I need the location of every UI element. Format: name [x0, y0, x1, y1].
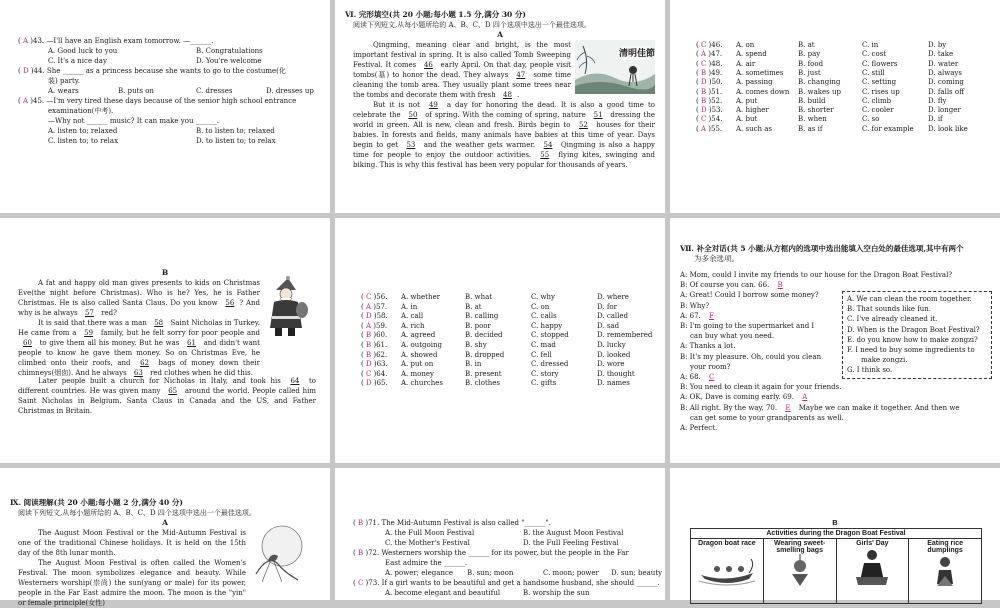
qingming-illustration — [575, 40, 655, 94]
option-64-c: C. story — [531, 369, 559, 378]
option-number: ( B )52. — [696, 96, 723, 105]
option-59-c: C. happy — [531, 321, 563, 330]
answer-64: C — [365, 369, 372, 378]
cloze-b-paragraph-2: It is said that there was a man 58 Saint Nicholas in Turkey. He came from a 59 family, but he felt sorry for poor people and 60 to give them all his money. But he was 61 and didn't want people to know he gave them money. So on Christmas Eve, he climbed onto their roofs, and 62 bags of money down their chimneys(烟囱). And he always 63 red clothes when he did this. — [18, 319, 261, 377]
answer-52: B — [700, 96, 707, 105]
dialogue-line: B: You need to clean it again for your friends. — [680, 383, 842, 392]
option-47-a: A. spend — [736, 50, 767, 59]
reading-a-paragraph-1: The August Moon Festival or the Mid-Autumn Festival is one of the traditional Chinese holidays. It is held on the 15th day of the 8th lunar month. — [18, 529, 246, 557]
dialogue-line: A: 67. F — [680, 311, 720, 321]
question-44-cont: 装) party. — [48, 77, 81, 85]
dialogue-line: A: 68. C — [680, 372, 720, 382]
option-61-c: C. mad — [531, 341, 556, 349]
card-cloze-b — [0, 218, 330, 463]
dialogue-line: A: Thanks a lot. — [680, 342, 736, 351]
option-52-c: C. climb — [862, 96, 892, 105]
option-60-a: A. agreed — [401, 331, 436, 340]
table-cell-girls-day: Girls' Day — [836, 539, 909, 604]
dialogue-line: A: Great! Could I borrow some money? — [680, 291, 819, 300]
option-number: ( D )58. — [361, 312, 388, 321]
option-57-c: C. on — [531, 302, 550, 311]
option-48-a: A. air — [736, 59, 756, 68]
option-54-a: A. but — [736, 115, 758, 124]
table-title: Activities during the Dragon Boat Festival — [691, 529, 982, 539]
answer-60: B — [365, 331, 372, 340]
option-65-d: D. names — [597, 379, 630, 388]
option-65-b: B. clothes — [465, 379, 501, 388]
option-number: ( B )61. — [361, 341, 388, 349]
option-65-c: C. gifts — [531, 379, 557, 388]
section-header-cloze: Ⅵ. 完形填空(共 20 小题;每小题 1.5 分,满分 30 分) — [345, 10, 526, 19]
box-option: C. I've already cleaned it. — [847, 315, 938, 324]
option-63-c: C. dressed — [531, 360, 569, 369]
option-47-c: C. cost — [862, 50, 887, 59]
option-46-b: B. at — [798, 41, 815, 49]
option-number: ( B )62. — [361, 350, 388, 359]
dialogue-line: B: All right. By the way, 70. E Maybe we can make it together. And then we — [680, 403, 960, 412]
section-header-dialogue-2: 为多余选项。 — [694, 254, 739, 263]
card-reading-a-questions: ( B )71. The Mid-Autumn Festival is also called "______". A. the Full Moon Festival B. the August Moon Festival C. the Mother's Festival D. the Full Feeling Festival ( B )72. Westerners worship the ______ for its power, but the people in the Far East admire the ______. A. power; elegance B. sun; moon C. moon; power D. sun; beauty ( C )73. If a girl wants to be beautiful and get a handsome husband, she should ______. A. become elegant and beautiful B. worship the sun — [335, 468, 665, 600]
dialogue-line: can buy what you need. — [690, 332, 775, 341]
option-58-d: D. called — [597, 312, 629, 321]
moon-illustration — [248, 524, 310, 584]
answer-50: D — [700, 78, 707, 87]
dialogue-line: A: Mom, could I invite my friends to our house for the Dragon Boat Festival? — [680, 271, 953, 279]
question-72-cont: East admire the ______. — [385, 559, 468, 567]
option-56-c: C. why — [531, 293, 556, 301]
option-54-b: B. when — [798, 115, 827, 124]
card-reading-b — [670, 468, 1000, 600]
option-58-b: B. calling — [465, 312, 499, 321]
option-59-a: A. rich — [401, 321, 425, 330]
option-53-a: A. higher — [736, 106, 769, 115]
reading-a-paragraph-2: The August Moon Festival is often called the Women's Festival. The moon symbolizes elegance and beauty. While Westerners worship(崇尚) the sun(yang or male) for its power, people in the Far East admire the moon. The moon is the "yin" or female principle(女性) — [18, 559, 246, 607]
option-number: ( A )55. — [696, 124, 723, 133]
option-number: ( A )57. — [361, 302, 388, 311]
option-52-b: B. build — [798, 96, 826, 105]
option-62-c: C. fell — [531, 350, 552, 359]
option-number: ( C )54. — [696, 115, 723, 124]
cloze-a-paragraph-1: Qingming, meaning clear and bright, is the most important festival in spring. It is also called Tomb Sweeping Festival. It comes 46 early April. On that day, people visit tombs(墓) to honor the dead. They always 47 some time cleaning the tomb area. They usually plant some trees near the tombs and decorate them with fresh 48 . — [353, 41, 571, 99]
option-51-c: C. rises up — [862, 87, 900, 96]
rice-dumpling-icon — [923, 554, 967, 594]
option-number: ( B )49. — [696, 68, 723, 77]
option-52-a: A. put — [736, 96, 758, 105]
santa-illustration — [262, 276, 308, 340]
option-number: ( D )65. — [361, 379, 388, 388]
option-60-b: B. decided — [465, 331, 503, 340]
cloze-instruction: 阅读下列短文,从每小题所给的 A、B、C、D 四个选项中选出一个最佳选项。 — [353, 21, 591, 29]
option-64-a: A. money — [401, 369, 434, 378]
question-71: ( B )71. The Mid-Autumn Festival is also called "______". — [353, 519, 551, 527]
card-dialogue-completion — [670, 218, 1000, 463]
option-number: ( D )63. — [361, 360, 388, 369]
option-53-c: C. cooler — [862, 106, 894, 115]
answer-63: D — [365, 360, 372, 369]
option-63-d: D. wore — [597, 360, 625, 369]
dialogue-line: B: It's my pleasure. Oh, could you clean — [680, 352, 822, 361]
answer-45: A — [22, 97, 29, 105]
option-number: ( B )51. — [696, 87, 723, 96]
option-number: ( A )47. — [696, 50, 723, 59]
question-72: ( B )72. Westerners worship the ______ for its power, but the people in the Far — [353, 549, 629, 557]
option-64-b: B. present — [465, 369, 502, 378]
table-cell-dragon-boat: Dragon boat race — [691, 539, 764, 604]
dialogue-answer: B — [777, 281, 783, 290]
answer-61: B — [365, 341, 372, 349]
option-number: ( A )59. — [361, 321, 388, 330]
option-49-d: D. always — [928, 68, 962, 77]
option-48-d: D. water — [928, 59, 959, 68]
card-cloze-b-options — [335, 218, 665, 463]
sweet-bag-icon — [780, 554, 820, 588]
options-box — [842, 291, 992, 379]
option-number: ( B )60. — [361, 331, 388, 340]
answer-49: B — [700, 68, 707, 77]
option-61-b: B. shy — [465, 341, 487, 349]
option-number: ( C )56. — [361, 293, 388, 301]
box-option: A. We can clean the room together. — [847, 295, 972, 303]
option-56-b: B. what — [465, 293, 493, 301]
dialogue-line: B: I'm going to the supermarket and I — [680, 322, 815, 330]
answer-46: C — [700, 41, 707, 49]
answer-58: D — [365, 312, 372, 321]
dialogue-line: A: OK, Dave is coming early. 69. A — [680, 392, 813, 402]
dialogue-line: B: Why? — [680, 301, 710, 310]
answer-56: C — [365, 293, 372, 301]
qingming-picture-caption: 清明佳節 — [619, 49, 656, 59]
option-61-d: D. lucky — [597, 341, 626, 349]
section-label-b: B — [161, 268, 169, 277]
question-44: ( D )44. She ______ as a princess because she wants to go to the costume(化 — [18, 67, 286, 75]
question-45-cont: examination(中考). — [48, 107, 114, 115]
answer-72: B — [357, 549, 364, 557]
question-73: ( C )73. If a girl wants to be beautiful and get a handsome husband, she should ______. — [353, 579, 660, 587]
question-43: ( A )43. —I'll have an English exam tomorrow. —______. — [18, 37, 214, 45]
option-62-a: A. showed — [401, 350, 438, 359]
option-number: ( C )64. — [361, 369, 388, 378]
option-53-d: D. longer — [928, 106, 961, 115]
option-54-d: D. if — [928, 115, 943, 124]
section-header-dialogue: Ⅶ. 补全对话(共 5 小题;从方框内的选项中选出能填入空白处的最佳选项,其中有两个 — [680, 244, 964, 253]
section-label-a: A — [497, 30, 503, 39]
option-50-d: D. coming — [928, 78, 964, 87]
option-number: ( D )50. — [696, 78, 723, 87]
answer-54: C — [700, 115, 707, 124]
option-60-d: D. remembered — [597, 331, 653, 340]
option-55-b: B. as if — [798, 124, 823, 133]
cloze-b-paragraph-3: Later people built a church for Nicholas in Italy, and took his 64 to different countries. He was given many 65 around the world. People called him Saint Nicholas in Belgium, Santa Claus in Canada and the US, and Father Christmas in Britain. — [18, 377, 316, 415]
option-number: ( C )48. — [696, 59, 723, 68]
option-61-a: A. outgoing — [401, 341, 442, 349]
box-option: D. When is the Dragon Boat Festival? — [847, 325, 980, 334]
option-63-a: A. put on — [401, 360, 434, 369]
card-reading-a — [0, 468, 330, 607]
answer-44: D — [22, 67, 29, 75]
card-cloze-a — [335, 0, 665, 213]
option-51-d: D. falls off — [928, 87, 965, 96]
card-cloze-a-options — [670, 0, 1000, 213]
option-53-b: B. shorter — [798, 106, 834, 115]
dialogue-answer: C — [709, 373, 715, 381]
option-60-c: C. stopped — [531, 331, 569, 340]
dialogue-answer: A — [802, 393, 808, 402]
option-51-b: B. wakes up — [798, 87, 841, 96]
table-cell-sweet-bags: Wearing sweet-smelling bags — [763, 539, 836, 604]
option-49-c: C. still — [862, 68, 885, 77]
cloze-a-paragraph-2: But it is not 49 a day for honoring the dead. It is also a good time to celebrate the 50 of spring. With the coming of spring, nature 51 dressing the world in green. All is new, clean and fresh. Birds begin to 52 houses for their babies. In forests and fields, many animals have babies at this time of year. Days begin to get 53 and the weather gets warmer. 54 Qingming is also a happy time for people to enjoy the outdoor activities. 55 flying kites, swinging and biking. This is why this festival has been very popular for thousands of years. — [353, 101, 656, 169]
option-59-d: D. sad — [597, 321, 620, 330]
dialogue-line: B: Of course you can. 66. B — [680, 280, 789, 290]
option-54-c: C. so — [862, 115, 880, 124]
option-46-d: D. by — [928, 41, 947, 49]
dragon-boat-icon — [697, 547, 757, 587]
card-exercises-43-45: ( A )43. —I'll have an English exam tomorrow. —______. A. Good luck to you B. Congratulations C. It's a nice day D. You're welcome ( D )44. She ______ as a princess because she wants to go to the costume(化 装) party. A. wears B. puts on C. dresses D. dresses up ( A )45. —I'm very tired these days because of the senior high school entrance examination(中考). —Why not ______ music? It can make you ______. A. listen to; relaxed B. to listen to; relaxed C. listen to; to relax D. to listen to; to relax — [0, 0, 330, 213]
answer-51: B — [700, 87, 707, 96]
dragon-boat-activities-table — [690, 528, 982, 604]
option-63-b: B. in — [465, 360, 482, 369]
box-option: F. I need to buy some ingredients to — [847, 346, 975, 354]
option-56-a: A. whether — [401, 293, 440, 301]
answer-48: C — [700, 59, 707, 68]
option-51-a: A. comes down — [736, 87, 790, 96]
answer-71: B — [357, 519, 364, 527]
option-47-b: B. pay — [798, 50, 821, 59]
option-49-a: A. sometimes — [736, 68, 784, 77]
moon-lady-icon — [248, 524, 310, 584]
answer-53: D — [700, 106, 707, 115]
option-50-b: B. changing — [798, 78, 841, 87]
answer-62: B — [365, 350, 372, 359]
dialogue-line: A: Perfect. — [680, 424, 718, 432]
option-49-b: B. just — [798, 68, 821, 77]
option-59-b: B. poor — [465, 321, 491, 330]
answer-57: A — [365, 302, 372, 311]
santa-claus-icon — [262, 276, 308, 340]
option-57-b: B. at — [465, 302, 482, 311]
girls-day-icon — [850, 547, 894, 587]
option-48-c: C. flowers — [862, 59, 898, 68]
option-56-d: D. where — [597, 293, 629, 301]
option-57-d: D. for — [597, 302, 617, 311]
dialogue-line: can get some to your grandparents as well. — [690, 413, 844, 422]
option-50-a: A. passing — [736, 78, 773, 87]
answer-47: A — [700, 50, 707, 59]
section-label-reading-a: A — [162, 518, 168, 527]
dialogue-answer: E — [785, 403, 791, 412]
question-45: ( A )45. —I'm very tired these days because of the senior high school entrance — [18, 97, 297, 105]
option-number: ( C )46. — [696, 41, 723, 49]
option-55-d: D. look like — [928, 124, 968, 133]
cloze-b-paragraph-1: A fat and happy old man gives presents to kids on Christmas Eve(the night before Christmas). Who is he? Yes, he is Father Christmas. He is also called Santa Claus. Do you know 56 ? And why is he always 57 red? — [18, 279, 260, 317]
option-number: ( D )53. — [696, 106, 723, 115]
dialogue-answer: F — [709, 311, 714, 320]
box-option: B. That sounds like fun. — [847, 305, 932, 314]
option-55-a: A. such as — [736, 124, 773, 133]
option-48-b: B. food — [798, 59, 824, 68]
reading-instruction: 阅读下列短文,从每小题所给的 A、B、C、D 四个选项中选出一个最佳选项。 — [18, 509, 256, 517]
dialogue-line: your room? — [690, 362, 731, 371]
box-option: make zongzi. — [861, 356, 908, 365]
section-header-reading: Ⅸ. 阅读理解(共 20 小题;每小题 2 分,满分 40 分) — [10, 498, 183, 507]
section-label-reading-b: B — [832, 518, 838, 527]
answer-55: A — [700, 124, 707, 133]
answer-65: D — [365, 379, 372, 388]
option-64-d: D. thought — [597, 369, 635, 378]
option-57-a: A. in — [401, 302, 418, 311]
question-45-line2: —Why not ______ music? It can make you ______. — [48, 117, 219, 125]
option-62-d: D. looked — [597, 350, 631, 359]
option-65-a: A. churches — [401, 379, 443, 388]
box-option: G. I think so. — [847, 366, 893, 375]
option-47-d: D. take — [928, 50, 954, 59]
option-58-a: A. call — [401, 312, 424, 321]
table-cell-rice-dumplings: Eating rice dumplings — [909, 539, 982, 604]
option-58-c: C. calls — [531, 312, 557, 321]
box-option: E. do you know how to make zongzi? — [847, 335, 978, 344]
answer-59: A — [365, 321, 372, 330]
answer-73: C — [357, 579, 364, 587]
option-62-b: B. dropped — [465, 350, 505, 359]
option-50-c: C. setting — [862, 78, 897, 87]
option-52-d: D. fly — [928, 96, 947, 105]
option-46-a: A. on — [736, 41, 755, 49]
option-46-c: C. in — [862, 41, 879, 49]
answer-43: A — [22, 37, 29, 45]
option-55-c: C. for example — [862, 124, 914, 133]
